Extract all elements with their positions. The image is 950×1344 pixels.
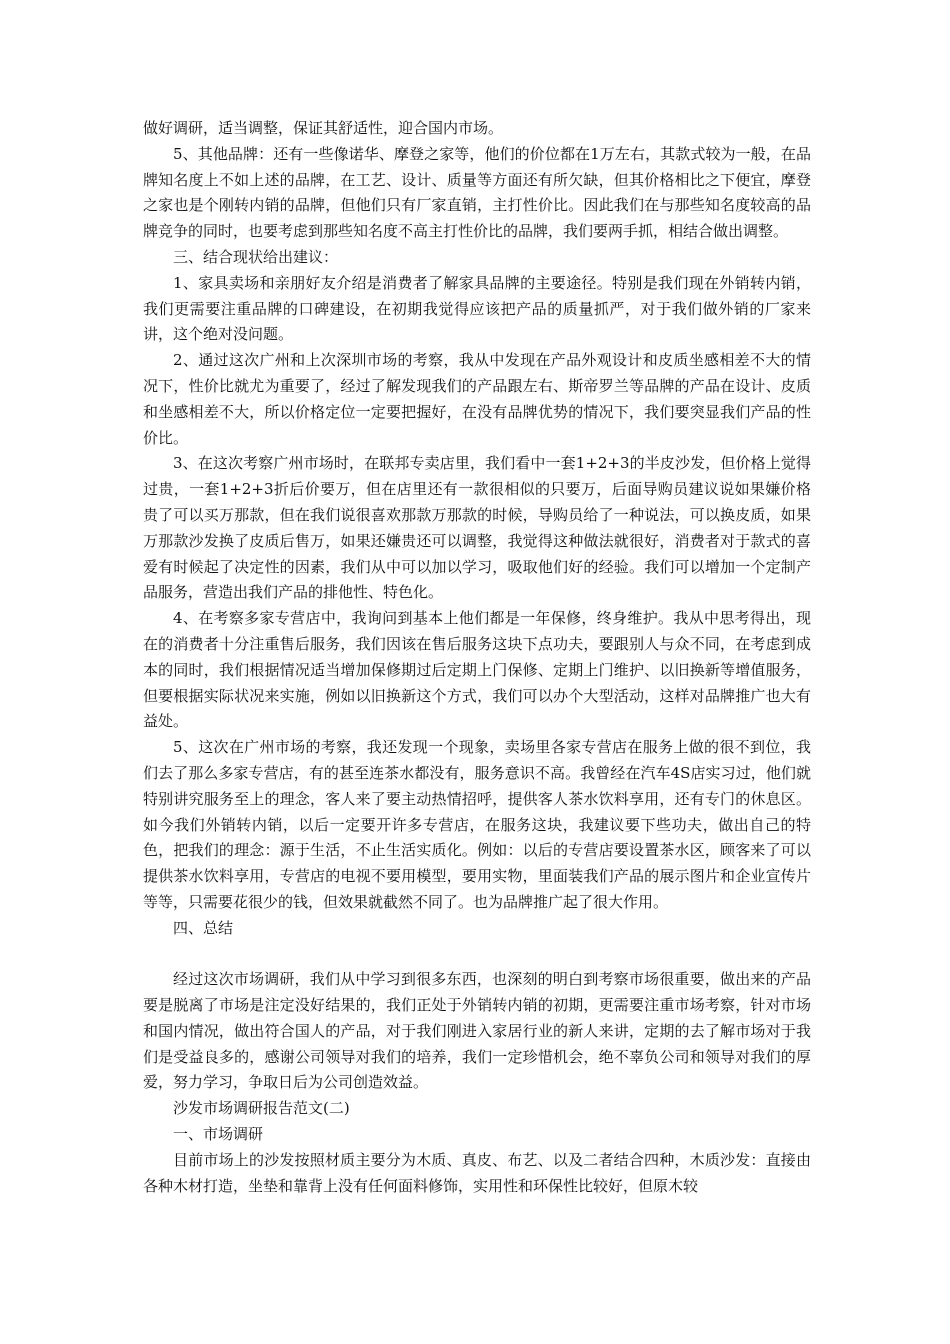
section-heading-summary: 四、总结 bbox=[173, 918, 234, 937]
paragraph-summary: 经过这次市场调研，我们从中学习到很多东西，也深刻的明白到考察市场很重要，做出来的产品要是脱离了市场是注定没好结果的，我们正处于外销转内销的初期，更需要注重市场考察，针对市场和国内情况，做出符合国人的产品，对于我们刚进入家居行业的新人来讲，定期的去了解市场对于我们是受益良多的，感谢公司领导对我们的培养，我们一定珍惜机会，绝不辜负公司和领导对我们的厚爱，努力学习，争取日后为公司创造效益。 bbox=[143, 970, 811, 1092]
paragraph-continuation: 做好调研，适当调整，保证其舒适性，迎合国内市场。 bbox=[143, 119, 504, 137]
paragraph-suggestion-2: 2、通过这次广州和上次深圳市场的考察，我从中发现在产品外观设计和皮质坐感相差不大的情况下，性价比就尤为重要了，经过了解发现我们的产品跟左右、斯帝罗兰等品牌的产品在设计、皮质和坐感相差不大，所以价格定位一定要把握好，在没有品牌优势的情况下，我们要突显我们产品的性价比。 bbox=[143, 351, 811, 447]
paragraph-suggestion-5: 5、这次在广州市场的考察，我还发现一个现象，卖场里各家专营店在服务上做的很不到位，我们去了那么多家专营店，有的甚至连茶水都没有，服务意识不高。我曾经在汽车4S店实习过，他们就特别讲究服务至上的理念，客人来了要主动热情招呼，提供客人茶水饮料享用，还有专门的休息区。如今我们外销转内销，以后一定要开许多专营店，在服务这块，我建议要下些功夫，做出自己的特色，把我们的理念：源于生活，不止生活实质化。例如：以后的专营店要设置茶水区，顾客来了可以提供茶水饮料享用，专营店的电视不要用模型，要用实物，里面装我们产品的展示图片和企业宣传片等等，只需要花很少的钱，但效果就截然不同了。也为品牌推广起了很大作用。 bbox=[143, 738, 811, 911]
paragraph-market-research: 目前市场上的沙发按照材质主要分为木质、真皮、布艺、以及二者结合四种，木质沙发：直接由各种木材打造，坐垫和靠背上没有任何面料修饰，实用性和环保性比较好，但原木较 bbox=[143, 1150, 811, 1195]
document-body bbox=[143, 116, 811, 1199]
paragraph-suggestion-1: 1、家具卖场和亲朋好友介绍是消费者了解家具品牌的主要途径。特别是我们现在外销转内销，我们更需要注重品牌的口碑建设，在初期我觉得应该把产品的质量抓严，对于我们做外销的厂家来讲，这个绝对没问题。 bbox=[143, 273, 811, 344]
paragraph-other-brands: 5、其他品牌：还有一些像诺华、摩登之家等，他们的价位都在1万左右，其款式较为一般，在品牌知名度上不如上述的品牌，在工艺、设计、质量等方面还有所欠缺，但其价格相比之下便宜，摩登之家也是个刚转内销的品牌，但他们只有厂家直销，主打性价比。因此我们在与那些知名度较高的品牌竞争的同时，也要考虑到那些知名度不高主打性价比的品牌，我们要两手抓，相结合做出调整。 bbox=[143, 144, 811, 241]
section-heading-market-research: 一、市场调研 bbox=[173, 1125, 264, 1144]
section-heading-suggestions: 三、结合现状给出建议： bbox=[173, 247, 339, 266]
paragraph-suggestion-3: 3、在这次考察广州市场时，在联邦专卖店里，我们看中一套1+2+3的半皮沙发，但价格上觉得过贵，一套1+2+3折后价要万，但在店里还有一款很相似的只要万，后面导购员建议说如果嫌价格贵了可以买万那款，但在我们说很喜欢那款万那款的时候，导购员给了一种说法，可以换皮质，如果万那款沙发换了皮质后售万，如果还嫌贵还可以调整，我觉得这种做法就很好，消费者对于款式的喜爱有时候起了决定性的因素，我们从中可以加以学习，吸取他们好的经验。我们可以增加一个定制产品服务，营造出我们产品的排他性、特色化。 bbox=[143, 454, 811, 602]
report-title-part-two: 沙发市场调研报告范文(二) bbox=[173, 1099, 350, 1118]
paragraph-suggestion-4: 4、在考察多家专营店中，我询问到基本上他们都是一年保修，终身维护。我从中思考得出，现在的消费者十分注重售后服务，我们因该在售后服务这块下点功夫，要跟别人与众不同，在考虑到成本的同时，我们根据情况适当增加保修期过后定期上门保修、定期上门维护、以旧换新等增值服务，但要根据实际状况来实施，例如以旧换新这个方式，我们可以办个大型活动，这样对品牌推广也大有益处。 bbox=[143, 609, 811, 731]
